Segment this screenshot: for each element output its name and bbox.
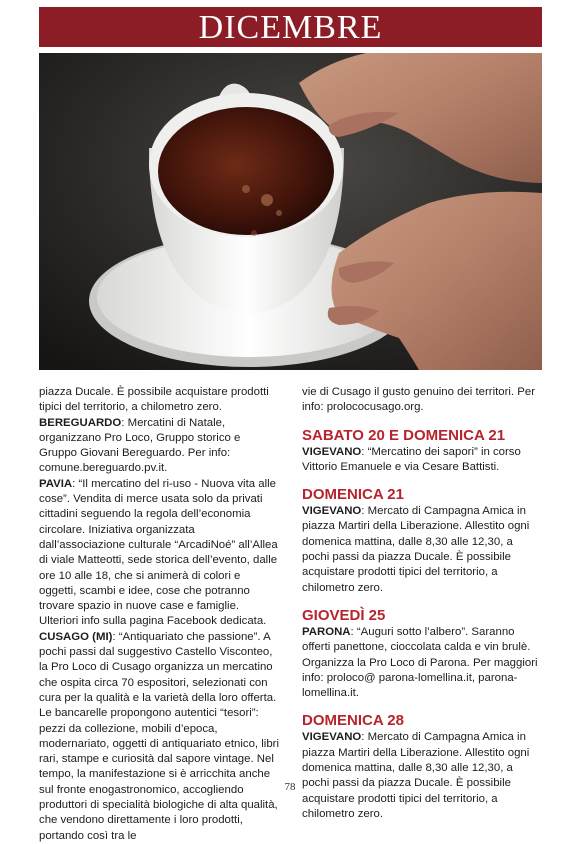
event-entry	[302, 730, 542, 822]
event-place: PAVIA	[39, 477, 73, 490]
event-entry	[302, 504, 542, 596]
event-place: VIGEVANO	[302, 731, 362, 744]
day-heading: DOMENICA 28	[302, 712, 404, 730]
event-entry	[39, 416, 279, 477]
page-number: 78	[284, 781, 296, 793]
event-description: : Mercatini di Natale, organizzano Pro Loco, Gruppo storico e Gruppo Giovani Bereguardo. Per info: comune.bereguardo.pv.it.	[39, 416, 241, 475]
event-place: VIGEVANO	[302, 445, 362, 458]
event-description: : “Antiquariato che passione”. A pochi passi dal suggestivo Castello Visconteo, la Pro Loco di Cusago organizza un mercatino che ospita circa 70 espositori, selezionati con cura per la qualità e la varietà della loro offerta. Le bancarelle propongono autentici “tesori”: pezzi da collezione, mobili d’epoca, modernariato, oggetti di antiquariato etnico, libri rari, stampe e curiosità dal sapore vintage. Nel tempo, la manifestazione si è arricchita anche sul fronte enogastronomico, accogliendo produttori di specialità biologiche di alta qualità, che vendono direttamente i loro prodotti, portando così tra le	[39, 630, 279, 842]
day-heading: DOMENICA 21	[302, 486, 404, 504]
day-heading: GIOVEDÌ 25	[302, 606, 386, 624]
day-heading: SABATO 20 E DOMENICA 21	[302, 426, 506, 444]
right-text-column	[302, 385, 542, 822]
event-description: : Mercato di Campagna Amica in piazza Martiri della Liberazione. Allestito ogni domenica mattina, dalle 8,30 alle 12,30, a pochi passi da piazza Ducale. È possibile acquistare prodotti tipici del territorio, a chilometro zero.	[302, 731, 530, 820]
continued-paragraph: piazza Ducale. È possibile acquistare prodotti tipici del territorio, a chilometro zero.	[39, 386, 269, 414]
event-place: CUSAGO (MI)	[39, 630, 113, 643]
event-description: : “Mercatino dei sapori” in corso Vittorio Emanuele e via Cesare Battisti.	[302, 445, 521, 473]
event-entry	[302, 625, 542, 701]
tea-cup-photo	[39, 53, 542, 370]
event-place: VIGEVANO	[302, 505, 362, 518]
month-header-banner	[39, 7, 542, 47]
continued-paragraph: vie di Cusago il gusto genuino dei territori. Per info: prolococusago.org.	[302, 386, 536, 414]
event-description: : “Il mercatino del ri-uso - Nuova vita alle cose”. Vendita di merce usata solo da privati cittadini seguendo la regola dell’economia circolare. Iniziativa organizzata dall’associazione culturale “ArcadiNoé” all’Allea di viale Matteotti, sede storica dell’evento, dalle ore 10 alle 18, che si animerà di colori e oggetti, scambi e idee, cose che potranno trovare spazio in nuove case e famiglie. Ulteriori info sulla pagina Facebook dedicata.	[39, 477, 278, 628]
left-text-column	[39, 385, 279, 844]
event-description: : Mercato di Campagna Amica in piazza Martiri della Liberazione. Allestito ogni domenica mattina, dalle 8,30 alle 12,30, a pochi passi da piazza Ducale. È possibile acquistare prodotti tipici del territorio, a chilometro zero.	[302, 505, 530, 594]
event-entry	[39, 477, 279, 630]
event-description: : “Auguri sotto l’albero”. Saranno offerti panettone, cioccolata calda e vin brulè. Organizza la Pro Loco di Parona. Per maggiori info: proloco@ parona-lomellina.it, parona-lomellina.it.	[302, 625, 538, 700]
event-place: BEREGUARDO	[39, 416, 122, 429]
event-place: PARONA	[302, 625, 351, 638]
event-entry	[302, 445, 542, 476]
month-title: DICEMBRE	[198, 9, 383, 46]
tea-cup-illustration	[39, 53, 542, 370]
